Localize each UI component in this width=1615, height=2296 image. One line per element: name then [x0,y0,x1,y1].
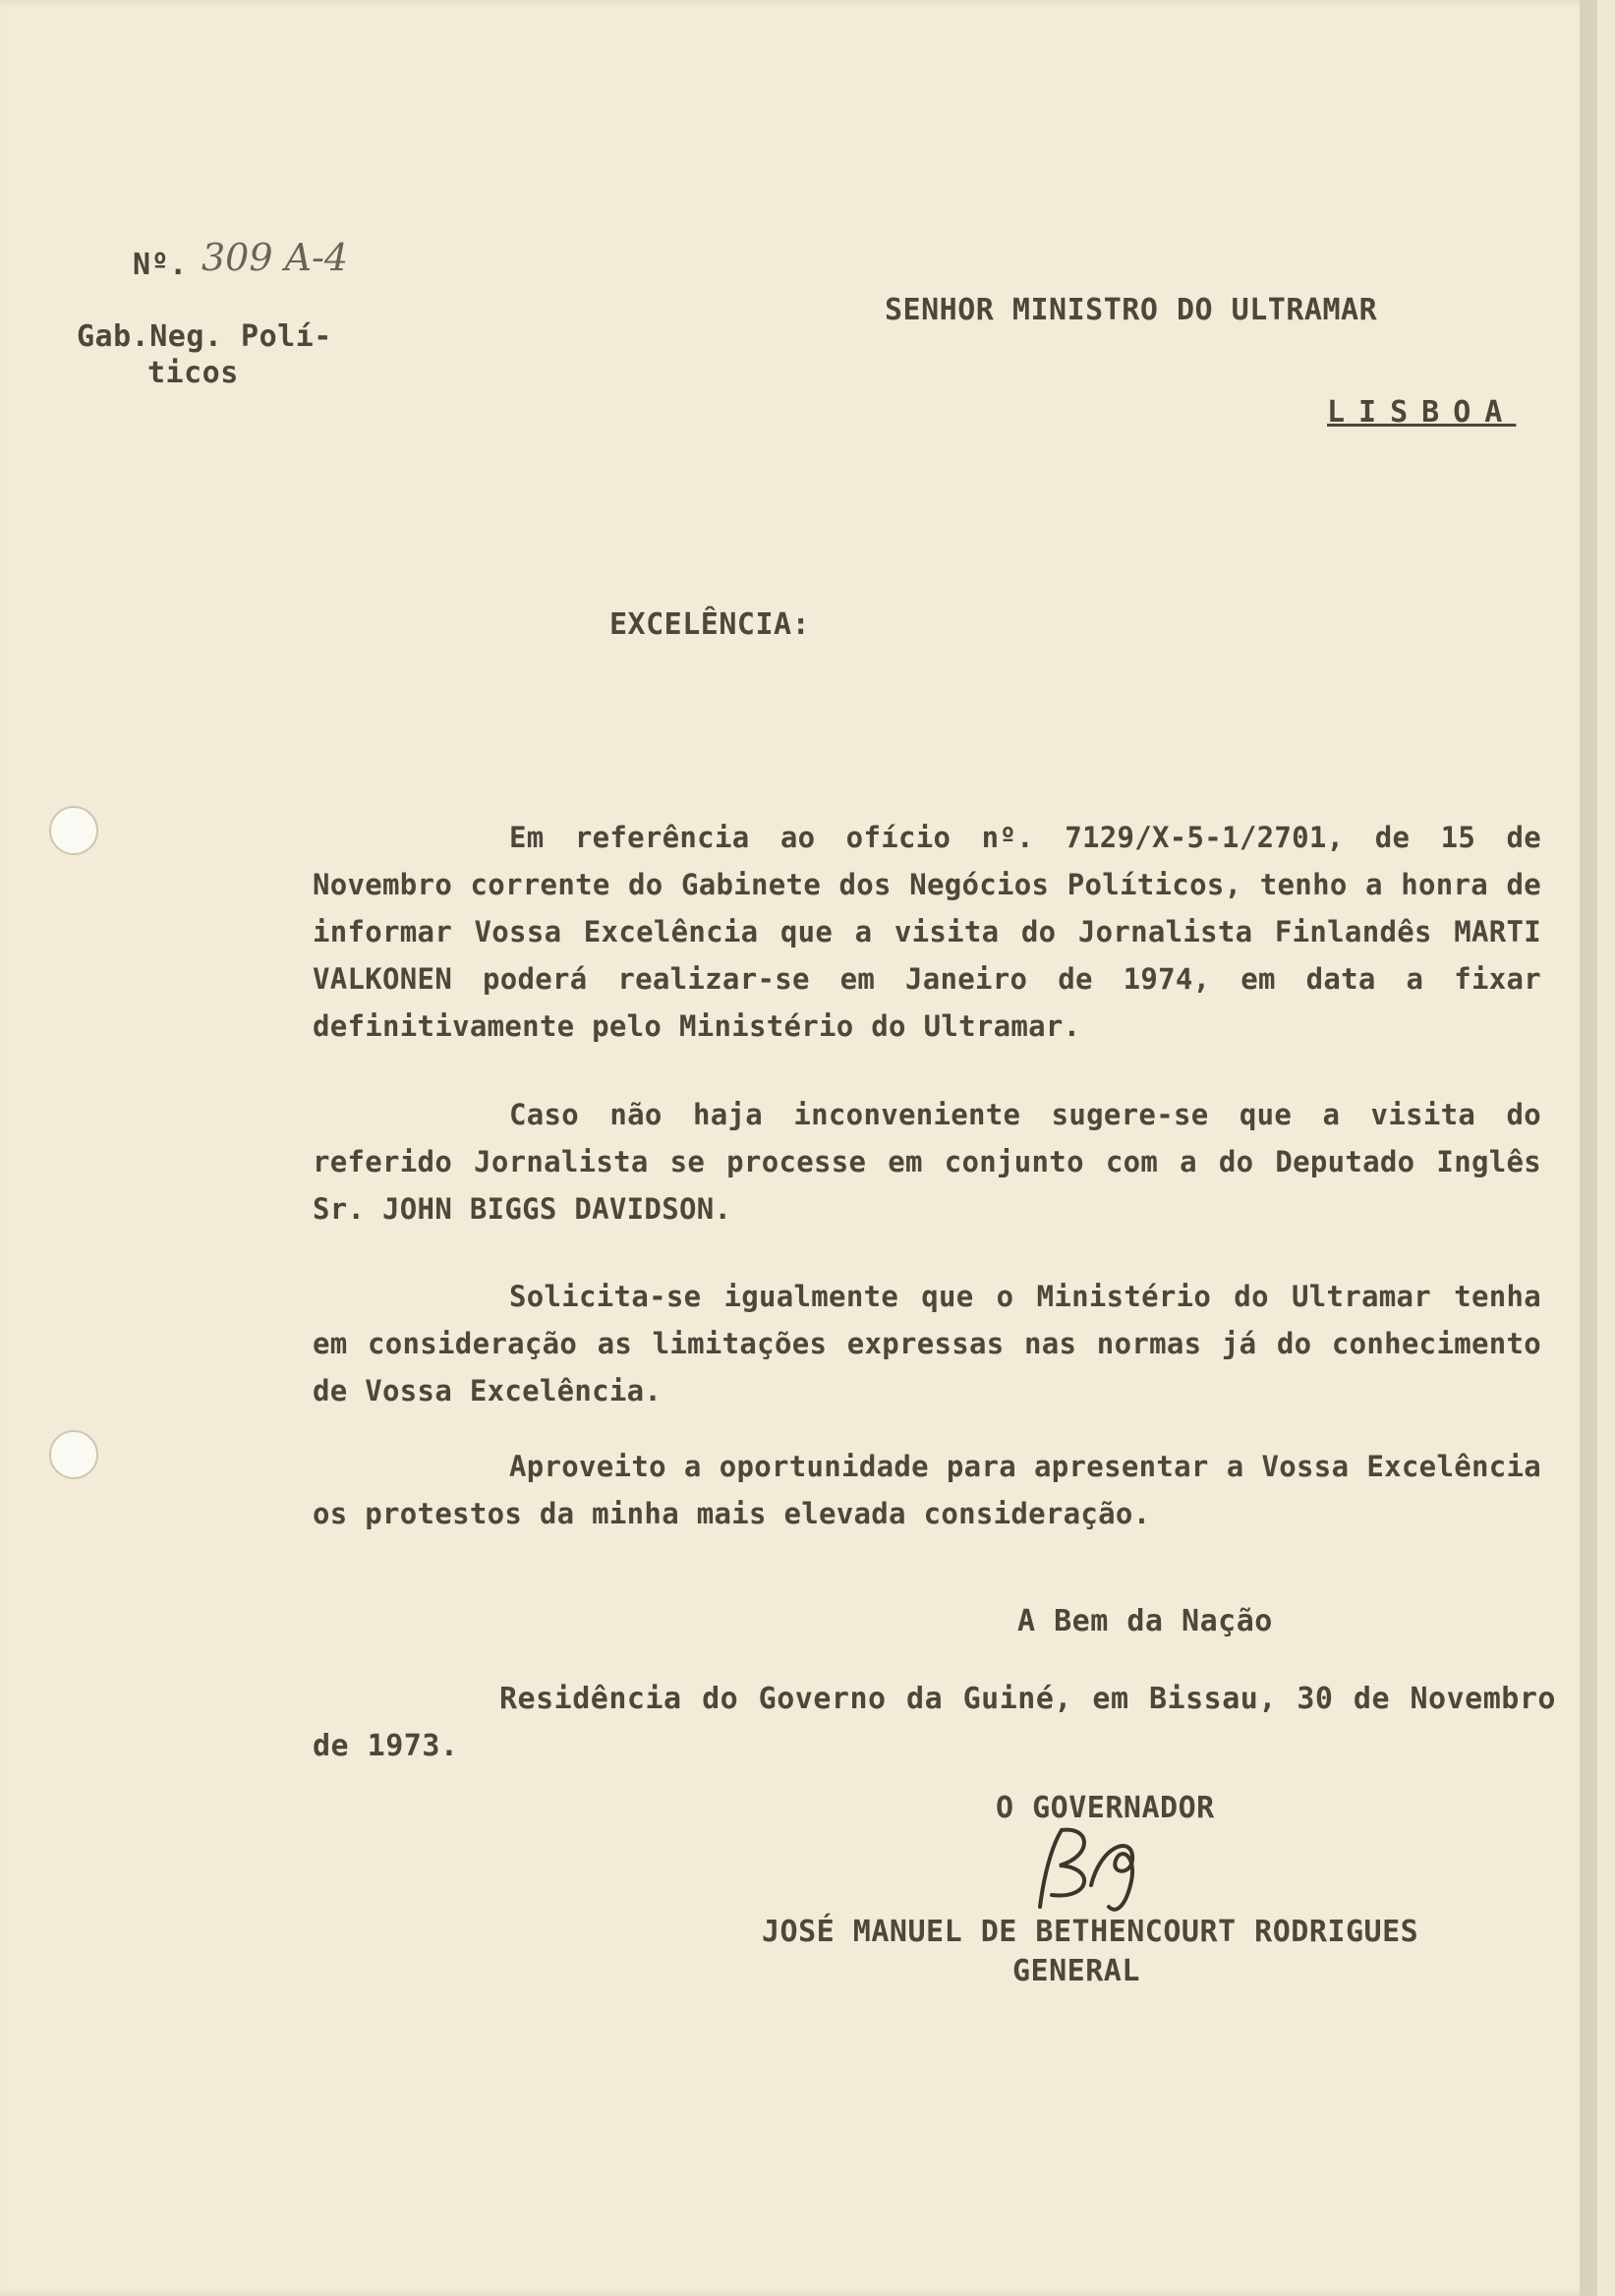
addressee: SENHOR MINISTRO DO ULTRAMAR [885,293,1378,327]
place-and-date: Residência do Governo da Guiné, em Bissau, 30 de Novembro de 1973. [313,1682,1556,1763]
reference-prefix: Nº. [133,248,188,282]
body-paragraph-2: Caso não haja inconveniente sugere-se que a visita do referido Jornalista se processe em conjunto com a do Deputado Inglês Sr. JOHN BIGGS DAVIDSON. [313,1098,1541,1226]
closing-formula: A Bem da Nação [1017,1604,1273,1638]
addressee-city: LISBOA [1327,395,1517,430]
body-paragraph-3: Solicita-se igualmente que o Ministério do Ultramar tenha em consideração as limitações expressas nas normas já do conhecimento de Vossa Excelência. [313,1280,1541,1407]
department-line-2: ticos [147,356,239,390]
salutation: EXCELÊNCIA: [609,607,811,642]
signer-name: JOSÉ MANUEL DE BETHENCOURT RODRIGUES [762,1915,1419,1949]
body-paragraph-1: Em referência ao ofício nº. 7129/X-5-1/2701, de 15 de Novembro corrente do Gabinete dos Negócios Políticos, tenho a honra de informar Vossa Excelência que a visita do Jornalista Finlandês MARTI VALKONEN poderá realizar-se em Janeiro de 1974, em data a fixar definitivamente pelo Ministério do Ultramar. [313,821,1541,1043]
punch-hole-icon [49,806,98,855]
reference-number-handwritten: 309 A-4 [202,236,349,279]
page-edge [1580,0,1597,2296]
punch-hole-icon [49,1430,98,1479]
handwritten-signature-icon [1022,1816,1150,1924]
signer-rank: GENERAL [1012,1954,1140,1988]
department-line-1: Gab.Neg. Polí- [77,319,332,354]
body-paragraph-4: Aproveito a oportunidade para apresentar a Vossa Excelência os protestos da minha mais elevada consideração. [313,1450,1541,1530]
signer-role: O GOVERNADOR [996,1791,1215,1825]
